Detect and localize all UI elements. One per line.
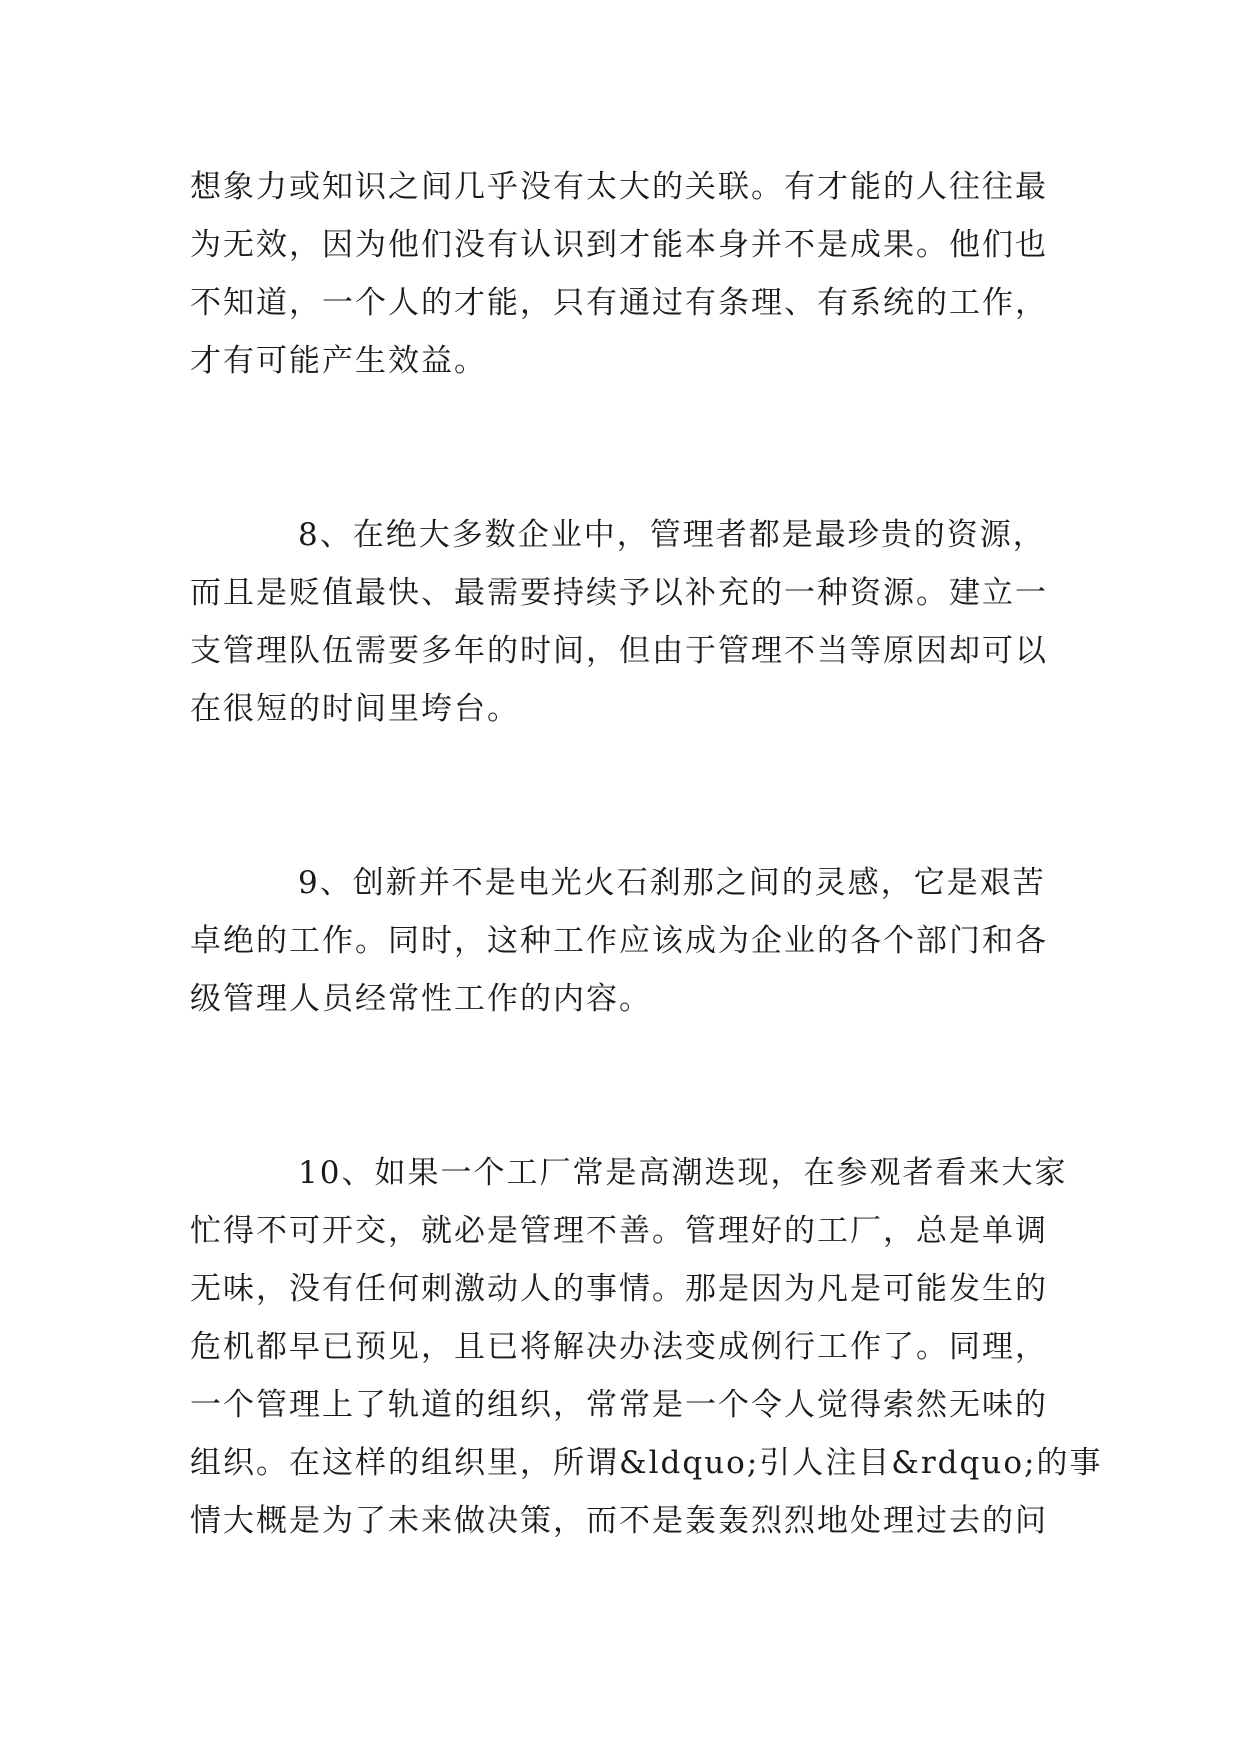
paragraph-item-9: [190, 854, 1070, 1028]
text-line: 级管理人员经常性工作的内容。: [190, 981, 652, 1017]
text-line: 一个管理上了轨道的组织，常常是一个令人觉得索然无味的: [190, 1387, 1048, 1423]
text-line: 9、创新并不是电光火石刹那之间的灵感，它是艰苦: [298, 865, 1046, 901]
text-line: 组织。在这样的组织里，所谓&ldquo;引人注目&rdquo;的事: [190, 1445, 1103, 1481]
text-line: 想象力或知识之间几乎没有太大的关联。有才能的人往往最: [190, 169, 1048, 205]
paragraph-item-10: [190, 1144, 1103, 1550]
text-line: 在很短的时间里垮台。: [190, 691, 520, 727]
text-line: 无味，没有任何刺激动人的事情。那是因为凡是可能发生的: [190, 1271, 1048, 1307]
text-line: 危机都早已预见，且已将解决办法变成例行工作了。同理，: [190, 1329, 1048, 1365]
text-line: 为无效，因为他们没有认识到才能本身并不是成果。他们也: [190, 227, 1048, 263]
text-line: 忙得不可开交，就必是管理不善。管理好的工厂，总是单调: [190, 1213, 1048, 1249]
paragraph-continuation: [190, 158, 1070, 390]
text-line: 不知道，一个人的才能，只有通过有条理、有系统的工作，: [190, 285, 1048, 321]
text-line: 8、在绝大多数企业中，管理者都是最珍贵的资源，: [298, 517, 1046, 553]
text-line: 卓绝的工作。同时，这种工作应该成为企业的各个部门和各: [190, 923, 1048, 959]
text-line: 情大概是为了未来做决策，而不是轰轰烈烈地处理过去的问: [190, 1503, 1048, 1539]
text-line: 才有可能产生效益。: [190, 343, 487, 379]
text-line: 而且是贬值最快、最需要持续予以补充的一种资源。建立一: [190, 575, 1048, 611]
document-body: [190, 158, 1103, 1550]
text-line: 支管理队伍需要多年的时间，但由于管理不当等原因却可以: [190, 633, 1048, 669]
paragraph-item-8: [190, 506, 1070, 738]
text-line: 10、如果一个工厂常是高潮迭现，在参观者看来大家: [298, 1155, 1068, 1191]
